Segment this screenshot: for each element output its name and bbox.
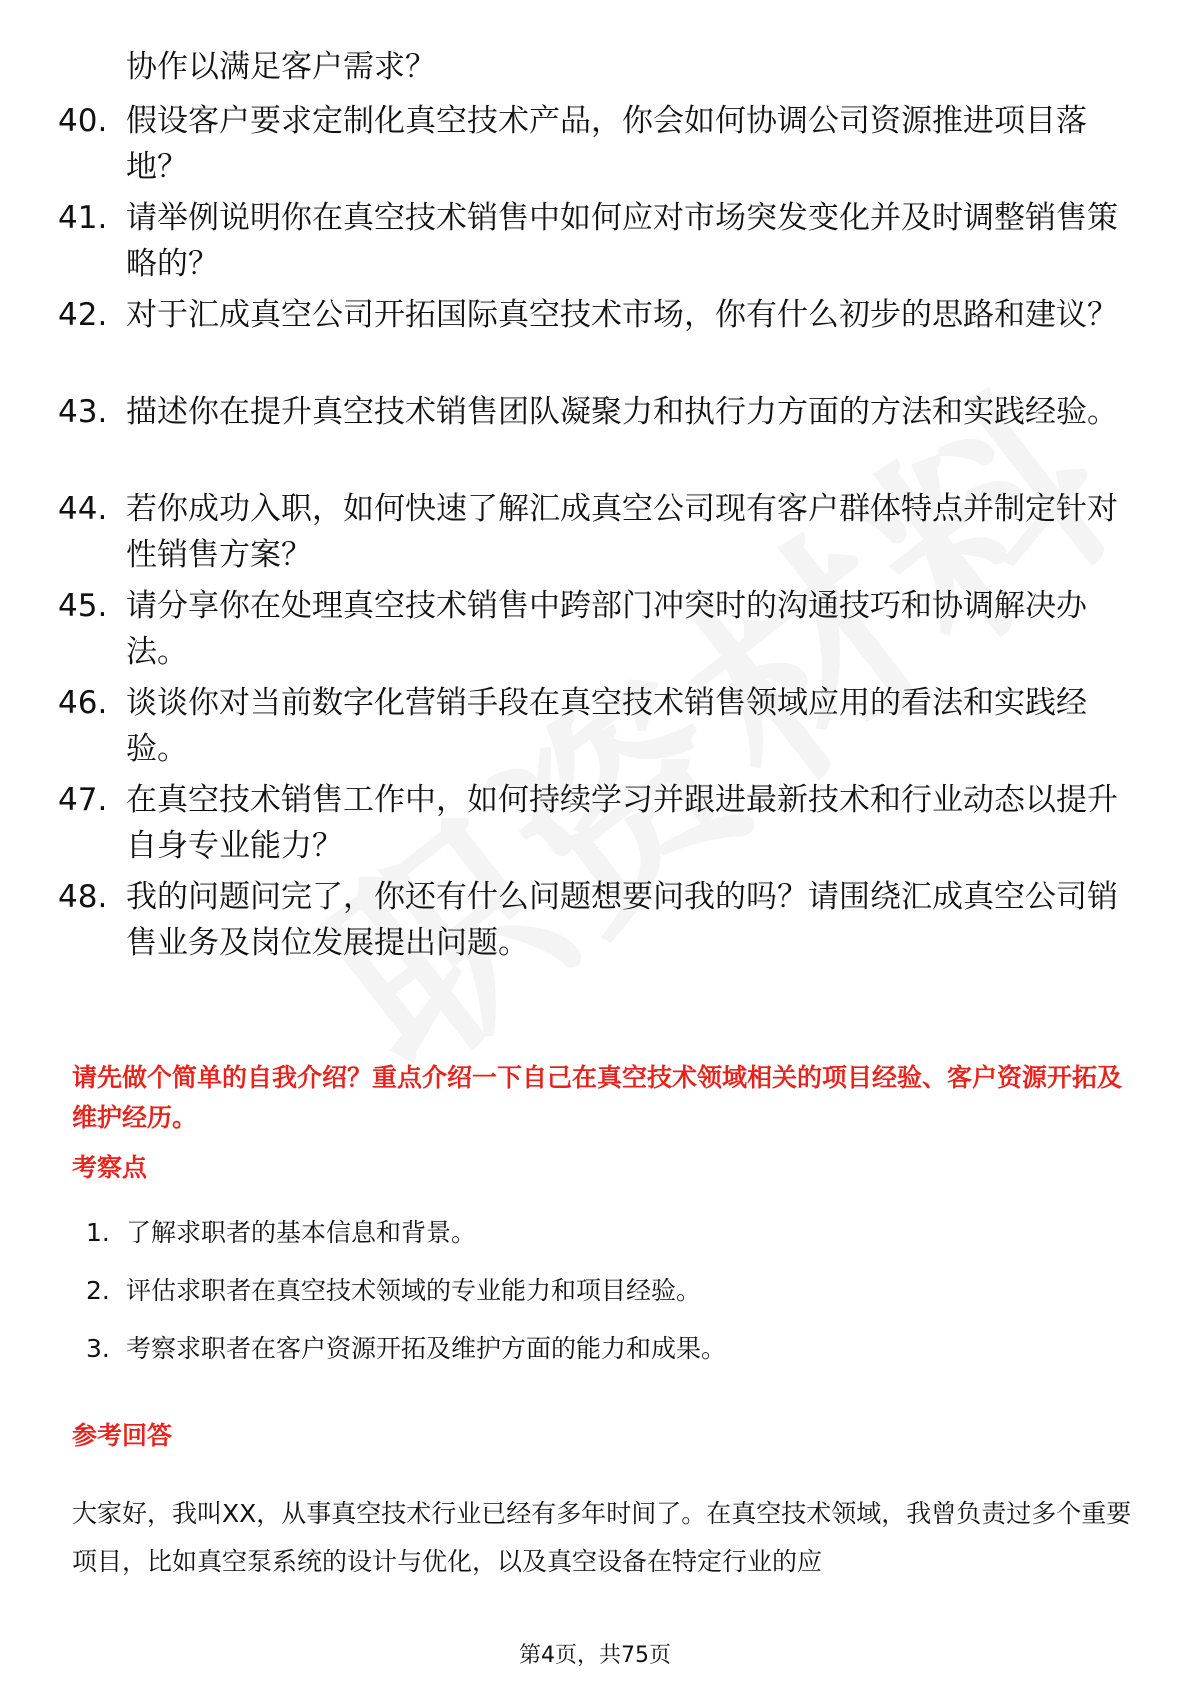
question-text: 我的问题问完了，你还有什么问题想要问我的吗？请围绕汇成真空公司销售业务及岗位发展提出问题。 — [126, 879, 1118, 961]
continuation-text: 协作以满足客户需求？ — [126, 49, 436, 85]
point-number: 1. — [86, 1218, 110, 1247]
question-text: 对于汇成真空公司开拓国际真空技术市场，你有什么初步的思路和建议？ — [126, 297, 1118, 333]
question-text: 描述你在提升真空技术销售团队凝聚力和执行力方面的方法和实践经验。 — [126, 394, 1118, 430]
point-number: 2. — [86, 1276, 110, 1305]
reference-answer: 大家好，我叫XX，从事真空技术行业已经有多年时间了。在真空技术领域，我曾负责过多个重要项目，比如真空泵系统的设计与优化，以及真空设备在特定行业的应 — [72, 1499, 1132, 1576]
question-number: 45. — [58, 588, 108, 624]
point-text: 了解求职者的基本信息和背景。 — [126, 1218, 477, 1247]
question-text: 请分享你在处理真空技术销售中跨部门冲突时的沟通技巧和协调解决办法。 — [126, 588, 1087, 670]
question-number: 47. — [58, 782, 108, 818]
question-number: 41. — [58, 200, 108, 236]
question-text: 若你成功入职，如何快速了解汇成真空公司现有客户群体特点并制定针对性销售方案？ — [126, 491, 1118, 573]
question-number: 48. — [58, 879, 108, 915]
question-text: 谈谈你对当前数字化营销手段在真空技术销售领域应用的看法和实践经验。 — [126, 685, 1087, 767]
point-text: 考察求职者在客户资源开拓及维护方面的能力和成果。 — [126, 1334, 727, 1363]
question-number: 46. — [58, 685, 108, 721]
question-number: 44. — [58, 491, 108, 527]
assessment-heading: 考察点 — [72, 1153, 148, 1182]
question-number: 43. — [58, 394, 108, 430]
focus-question: 请先做个简单的自我介绍？重点介绍一下自己在真空技术领域相关的项目经验、客户资源开拓及维护经历。 — [72, 1063, 1123, 1132]
question-number: 42. — [58, 297, 108, 333]
question-text: 在真空技术销售工作中，如何持续学习并跟进最新技术和行业动态以提升自身专业能力？ — [126, 782, 1118, 864]
page-footer: 第4页，共75页 — [519, 1643, 671, 1668]
question-text: 假设客户要求定制化真空技术产品，你会如何协调公司资源推进项目落地？ — [126, 103, 1087, 185]
question-text: 请举例说明你在真空技术销售中如何应对市场突发变化并及时调整销售策略的？ — [126, 200, 1118, 282]
point-text: 评估求职者在真空技术领域的专业能力和项目经验。 — [126, 1276, 702, 1305]
point-number: 3. — [86, 1334, 110, 1363]
reference-heading: 参考回答 — [72, 1421, 173, 1450]
question-number: 40. — [58, 103, 108, 139]
